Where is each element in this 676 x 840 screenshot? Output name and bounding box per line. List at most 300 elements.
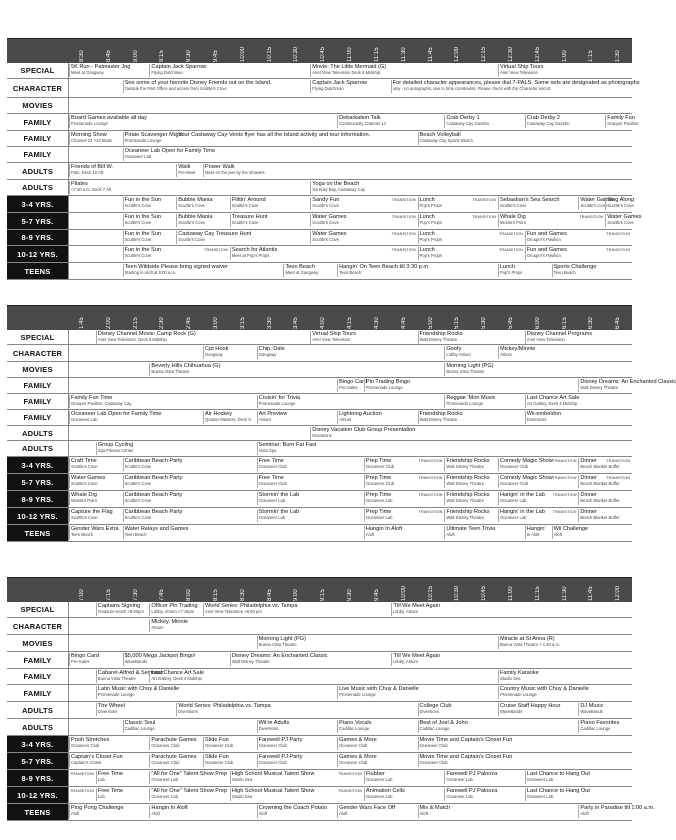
event-entry bbox=[498, 636, 631, 649]
transition-note: TRANSITION bbox=[552, 510, 577, 514]
event-title: Officer Pin Trading bbox=[151, 603, 198, 609]
event-entry bbox=[257, 636, 497, 649]
event-entry bbox=[498, 346, 631, 359]
event-entry bbox=[96, 442, 256, 455]
event-location: Aloft bbox=[580, 811, 589, 817]
event-location: Oceaneer Club bbox=[258, 481, 287, 487]
event-title: Free Time bbox=[258, 458, 284, 464]
event-location: Oceaneer Lab bbox=[446, 777, 473, 783]
event-location: Oceaneer Club bbox=[365, 464, 395, 470]
schedule-row bbox=[7, 213, 642, 230]
event-entry bbox=[337, 264, 497, 277]
event-entry bbox=[444, 788, 523, 801]
event-entry bbox=[96, 771, 149, 784]
event-location: Promenade Lounge bbox=[97, 692, 135, 698]
event-location: Studio Sea bbox=[499, 676, 521, 682]
event-location: Aloft bbox=[553, 532, 562, 538]
event-title: Slide Fun bbox=[205, 754, 229, 760]
event-title: Lunch bbox=[419, 197, 435, 203]
event-location: Lobby, Atrium <7:15pm bbox=[151, 609, 195, 615]
event-entry bbox=[337, 720, 416, 733]
event-title: Cruisin' for Trivia bbox=[258, 395, 301, 401]
event-location: Oceaneer Club bbox=[419, 743, 448, 749]
event-location: Scuttle's Cove bbox=[124, 220, 152, 226]
event-title: Classic Soul bbox=[124, 720, 156, 726]
event-entry bbox=[525, 526, 551, 539]
schedule-row bbox=[7, 652, 632, 669]
transition-note: TRANSITION bbox=[391, 232, 416, 236]
event-location: In Aloft bbox=[526, 532, 540, 538]
event-location: Continuously Channel 14 bbox=[339, 121, 386, 127]
event-title: Crab Derby 1 bbox=[446, 115, 480, 121]
event-title: $5,000 Mega Jackpot Bingo! bbox=[124, 653, 196, 659]
event-location: Buena Vista Theatre bbox=[97, 676, 136, 682]
event-entry bbox=[230, 214, 309, 227]
schedule-row bbox=[7, 230, 632, 246]
event-title: Goofy bbox=[446, 346, 462, 352]
event-entry bbox=[578, 492, 631, 505]
event-title: Art Preview bbox=[258, 411, 288, 417]
time-label: 3:15 bbox=[239, 317, 246, 329]
event-entry bbox=[123, 148, 631, 161]
time-header bbox=[7, 578, 632, 602]
event-entry bbox=[230, 788, 336, 801]
transition-note: TRANSITION bbox=[418, 459, 443, 463]
event-entry bbox=[123, 492, 256, 505]
row-label: MOVIES bbox=[7, 635, 69, 651]
event-location: Walt Disney Theatre bbox=[446, 481, 485, 487]
event-title: Water Games bbox=[71, 475, 106, 481]
schedule-row bbox=[7, 114, 639, 131]
row-label: SPECIAL bbox=[7, 330, 69, 344]
event-location: only - no autographs, due to time constraints. Please check with the Character escort. bbox=[392, 86, 552, 92]
time-label: 12:15 bbox=[481, 46, 488, 62]
event-entry bbox=[444, 458, 497, 471]
event-entry bbox=[525, 231, 604, 244]
time-label: 6:45 bbox=[615, 317, 622, 329]
event-location: Promenade Lounge bbox=[446, 401, 484, 407]
time-label: 9:15 bbox=[320, 589, 327, 601]
event-entry bbox=[123, 458, 256, 471]
event-location: Gangway bbox=[258, 352, 277, 358]
event-entry bbox=[364, 475, 417, 488]
time-label: 11:15 bbox=[373, 47, 380, 62]
event-title: Piano Vocals bbox=[339, 720, 372, 726]
event-entry bbox=[418, 132, 631, 145]
time-label: 8:45 bbox=[105, 50, 112, 62]
event-entry bbox=[337, 411, 416, 424]
transition-note: TRANSITION bbox=[338, 772, 363, 776]
time-label: 12:30 bbox=[507, 46, 514, 62]
event-entry bbox=[552, 526, 631, 539]
time-label: 12:00 bbox=[454, 46, 461, 62]
event-title: Morning Show bbox=[71, 132, 107, 138]
event-entry bbox=[203, 603, 390, 616]
event-title: Animation Cells bbox=[365, 788, 405, 794]
time-label: 6:00 bbox=[534, 317, 541, 329]
event-entry bbox=[310, 181, 631, 194]
event-location: Pre-Sales bbox=[71, 659, 90, 665]
time-label: 9:45 bbox=[373, 589, 380, 601]
event-entry bbox=[364, 771, 443, 784]
event-entry bbox=[69, 395, 256, 408]
event-title: Virtual Ship Tours bbox=[499, 64, 544, 70]
row-label: 5-7 YRS. bbox=[7, 213, 69, 229]
row-label: CHARACTER bbox=[7, 618, 69, 634]
event-entry bbox=[444, 115, 523, 128]
time-label: 6:15 bbox=[561, 317, 568, 329]
row-label: 3-4 YRS. bbox=[7, 196, 69, 212]
event-location: Castaway Cay Gazebo bbox=[446, 121, 490, 127]
transition-note: TRANSITION bbox=[498, 248, 523, 252]
event-title: Ultimate Teen Trivia bbox=[446, 526, 496, 532]
event-location: Buena Vista Theatre bbox=[258, 642, 297, 648]
event-location: Scuttle's Cove bbox=[312, 220, 339, 226]
event-title: Wii Challenge bbox=[553, 526, 589, 532]
event-title: Games & More bbox=[339, 754, 377, 760]
schedule-row bbox=[7, 98, 632, 114]
event-location: Buena Vista Theatre bbox=[446, 369, 485, 375]
event-location: Meet at Gangway bbox=[285, 270, 319, 276]
transition-note: TRANSITION bbox=[418, 493, 443, 497]
event-location: Castaway Cay Sports Beach bbox=[419, 138, 473, 144]
schedule-row bbox=[7, 163, 632, 180]
event-title: Cabaret-Alfred & Seymour bbox=[97, 670, 164, 676]
event-location: Walt Disney Theatre bbox=[446, 498, 485, 504]
event-title: Friendship Rocks bbox=[446, 509, 490, 515]
event-location: Quarter Masters, Deck 9 bbox=[205, 417, 251, 423]
event-title: Free Time bbox=[97, 788, 123, 794]
row-label: FAMILY bbox=[7, 410, 69, 425]
event-location: Scuttle's Cove bbox=[71, 515, 98, 521]
event-entry bbox=[310, 64, 497, 77]
event-title: Captain Jack Sparrow bbox=[312, 80, 368, 86]
event-entry bbox=[176, 197, 229, 210]
event-entry bbox=[578, 379, 676, 392]
schedule-row bbox=[7, 362, 632, 378]
event-title: Hangin' bbox=[526, 526, 546, 532]
event-location: Walt Disney Theatre bbox=[419, 417, 458, 423]
event-location: Outside the Post Office and across from Scuttle's Cove bbox=[124, 86, 227, 92]
time-label: 5:45 bbox=[507, 317, 514, 329]
event-entry bbox=[149, 771, 228, 784]
schedule-row bbox=[7, 394, 632, 410]
event-location: Atrium bbox=[499, 352, 513, 358]
transition-note: TRANSITION bbox=[498, 232, 523, 236]
event-entry bbox=[149, 619, 631, 632]
event-location: Walt Disney Theatre bbox=[446, 515, 485, 521]
event-entry bbox=[337, 754, 416, 767]
event-location: Oceaneer Lab bbox=[151, 777, 178, 783]
event-title: Beverly Hills Chihuahua (G) bbox=[151, 363, 221, 369]
event-entry bbox=[257, 720, 336, 733]
event-location: Oceaneer Lab bbox=[258, 498, 286, 504]
event-title: Fun in the Sun bbox=[124, 231, 161, 237]
event-entry bbox=[525, 771, 631, 784]
row-label: 8-9 YRS. bbox=[7, 230, 69, 245]
event-entry bbox=[310, 331, 416, 344]
transition-note: TRANSITION bbox=[391, 215, 416, 219]
event-title: Family Karaoke bbox=[499, 670, 539, 676]
time-label: 7:45 bbox=[159, 589, 166, 601]
event-entry bbox=[230, 247, 390, 260]
event-location: Scuttle's Cove bbox=[71, 481, 98, 487]
event-location: Buena Vista Theatre > 1:40 a.m. bbox=[499, 642, 561, 648]
event-entry bbox=[257, 492, 363, 505]
event-entry bbox=[498, 264, 551, 277]
event-location: Monstro Point bbox=[71, 498, 97, 504]
event-title: Mickey, Minnie bbox=[151, 619, 188, 625]
event-title: Sebastian's Sea Search bbox=[499, 197, 560, 203]
event-location: Oceaneer Lab bbox=[499, 498, 527, 504]
event-entry bbox=[525, 247, 604, 260]
event-location: Teen Beach bbox=[124, 532, 147, 538]
time-label: 10:45 bbox=[481, 585, 488, 601]
event-title: Walk bbox=[178, 164, 191, 170]
event-title: Chip, Dale bbox=[258, 346, 285, 352]
event-title: Caribbean Beach Party bbox=[124, 475, 183, 481]
row-label: TEENS bbox=[7, 804, 69, 820]
event-location: Meet on the pier by the showers bbox=[205, 170, 265, 176]
event-title: 'Till We Meet Again bbox=[392, 653, 441, 659]
row-label: CHARACTER bbox=[7, 345, 69, 361]
schedule-row bbox=[7, 263, 632, 280]
schedule-section-1 bbox=[7, 38, 642, 280]
time-label: 11:00 bbox=[347, 47, 354, 62]
time-label: 9:00 bbox=[132, 50, 139, 62]
time-label: 6:30 bbox=[588, 317, 595, 329]
transition-note: TRANSITION bbox=[552, 476, 577, 480]
event-title: Group Cycling bbox=[97, 442, 134, 448]
event-title: Fun in the Sun bbox=[124, 247, 161, 253]
schedule-row bbox=[7, 669, 632, 685]
event-title: Water Games bbox=[312, 231, 347, 237]
event-entry bbox=[310, 231, 389, 244]
time-label: 10:30 bbox=[454, 585, 461, 601]
event-location: Aloft bbox=[151, 811, 160, 817]
event-entry bbox=[283, 264, 336, 277]
event-entry bbox=[498, 475, 551, 488]
event-entry bbox=[444, 475, 497, 488]
event-entry bbox=[364, 458, 417, 471]
row-label: FAMILY bbox=[7, 147, 69, 162]
event-title: Comedy Magic Show bbox=[499, 475, 553, 481]
event-location: Oceaneer Lab bbox=[446, 794, 473, 800]
event-location: Channel 21 >10:00am bbox=[71, 138, 113, 144]
event-title: World Series: Philadelphia vs. Tampa bbox=[205, 603, 298, 609]
event-entry bbox=[364, 788, 443, 801]
event-location: Teen Beach bbox=[339, 270, 362, 276]
event-entry bbox=[257, 442, 631, 455]
event-title: Free Time bbox=[258, 475, 284, 481]
event-entry bbox=[176, 214, 229, 227]
event-title: Dinner bbox=[580, 458, 597, 464]
event-title: Prep Time bbox=[365, 509, 392, 515]
event-location: Walt Disney Theatre bbox=[419, 337, 458, 343]
event-entry bbox=[364, 379, 577, 392]
event-title: Castaway Cay Treasure Hunt bbox=[178, 231, 252, 237]
event-location: Teen Beach bbox=[71, 532, 94, 538]
event-location: Oceaneer Club bbox=[258, 743, 287, 749]
event-entry bbox=[364, 509, 417, 522]
event-title: Flittin' Around bbox=[231, 197, 266, 203]
event-entry bbox=[230, 197, 309, 210]
time-label: 11:45 bbox=[427, 47, 434, 62]
event-location: Flying Dutchman bbox=[151, 70, 183, 76]
event-location: Monstro Point bbox=[499, 220, 526, 226]
event-location: Beach Blanket Buffet bbox=[580, 515, 620, 521]
event-entry bbox=[498, 458, 551, 471]
event-title: Debarkation Talk bbox=[339, 115, 381, 121]
event-location: Beach Blanket Buffet bbox=[580, 498, 620, 504]
time-label: 8:30 bbox=[239, 589, 246, 601]
event-title: Party in Paradise till 1:00 a.m. bbox=[580, 805, 655, 811]
event-entry bbox=[176, 231, 309, 244]
event-entry bbox=[69, 132, 122, 145]
event-title: See some of your favorite Disney Friends out on the Island. bbox=[124, 80, 272, 86]
event-title: Lunch bbox=[499, 264, 516, 270]
event-title: Bubble Mania bbox=[178, 214, 213, 220]
event-title: Mickey/Minnie bbox=[499, 346, 536, 352]
schedule-row bbox=[7, 508, 632, 525]
time-label: 9:15 bbox=[159, 50, 166, 62]
transition-note: TRANSITION bbox=[472, 215, 497, 219]
event-title: Last Chance to Hang Out bbox=[526, 788, 590, 794]
event-title: Cruise Staff Happy Hour bbox=[499, 703, 561, 709]
event-location: Atrium bbox=[258, 417, 271, 423]
event-location: Diversions bbox=[178, 709, 198, 715]
row-label: 3-4 YRS. bbox=[7, 736, 69, 752]
event-entry bbox=[444, 771, 523, 784]
event-location: Promenade Lounge bbox=[365, 385, 403, 391]
schedule-row bbox=[7, 525, 632, 542]
event-location: Pop's Props bbox=[419, 253, 442, 259]
time-label: 2:15 bbox=[132, 317, 139, 329]
event-title: Water Relays and Games bbox=[124, 526, 189, 532]
time-label: 4:15 bbox=[347, 317, 354, 329]
event-entry bbox=[525, 331, 631, 344]
event-location: Lobby, Atrium bbox=[392, 659, 418, 665]
row-label: FAMILY bbox=[7, 652, 69, 668]
event-location: Cadillac Lounge bbox=[339, 726, 370, 732]
event-entry bbox=[123, 214, 176, 227]
event-location: Art Gallery, Deck 4 Midship bbox=[151, 676, 202, 682]
time-label: 11:15 bbox=[534, 586, 541, 601]
event-title: "All for One" Talent Show Prep bbox=[151, 771, 228, 777]
event-entry bbox=[96, 331, 309, 344]
time-label: 10:15 bbox=[427, 585, 434, 601]
event-title: World Series: Philadelphia vs. Tampa bbox=[178, 703, 271, 709]
event-title: Hangin' On Teen Beach till 3:30 p.m. bbox=[339, 264, 430, 270]
event-entry bbox=[69, 805, 148, 818]
event-entry bbox=[149, 788, 228, 801]
event-location: Promenade Lounge bbox=[339, 692, 376, 698]
time-label: 1:15 bbox=[588, 50, 595, 62]
event-location: Oceaneer Club bbox=[419, 760, 448, 766]
event-location: Aloft bbox=[339, 811, 348, 817]
time-label: 1:30 bbox=[615, 50, 622, 62]
event-location: Ariel View Television >8:00 pm bbox=[205, 609, 262, 615]
event-entry bbox=[552, 264, 631, 277]
event-entry bbox=[444, 363, 631, 376]
row-label: SPECIAL bbox=[7, 602, 69, 617]
schedule-row bbox=[7, 378, 676, 394]
event-location: Diversions bbox=[312, 433, 332, 439]
event-location: Oceaneer Club bbox=[499, 481, 529, 487]
transition-note: TRANSITION bbox=[606, 232, 631, 236]
event-entry bbox=[257, 395, 444, 408]
event-title: Stormin' the Lab bbox=[258, 492, 300, 498]
event-entry bbox=[364, 526, 443, 539]
event-entry bbox=[418, 231, 497, 244]
schedule-row bbox=[7, 602, 632, 618]
event-entry bbox=[310, 80, 389, 93]
event-entry bbox=[498, 214, 577, 227]
time-label: 11:45 bbox=[588, 586, 595, 601]
event-location: Oceaneer Club bbox=[339, 760, 368, 766]
event-location: Scuttle's Cove bbox=[580, 203, 608, 209]
row-label: FAMILY bbox=[7, 378, 69, 393]
event-title: Stormin' the Lab bbox=[258, 509, 300, 515]
event-entry bbox=[123, 247, 202, 260]
transition-note: TRANSITION bbox=[606, 248, 631, 252]
event-title: Whale Dig bbox=[499, 214, 526, 220]
event-location: Vista Spa bbox=[258, 448, 277, 454]
event-entry bbox=[525, 395, 631, 408]
schedule-row bbox=[7, 79, 640, 98]
event-title: Wii're Adults bbox=[258, 720, 290, 726]
event-location: Palo, Deck 10 Aft. bbox=[71, 170, 105, 176]
event-title: Your Castaway Cay-Vents flyer has all the Island activity and tour information. bbox=[178, 132, 371, 138]
event-location: Promenade Lounge bbox=[499, 692, 537, 698]
event-entry bbox=[498, 492, 551, 505]
row-label: 10-12 YRS. bbox=[7, 787, 69, 803]
event-title: Wii-embeldon bbox=[526, 411, 561, 417]
event-location: Diversions bbox=[419, 709, 440, 715]
event-title: Dinner bbox=[580, 509, 597, 515]
event-title: Parachute Games bbox=[151, 754, 197, 760]
time-label: 10:00 bbox=[400, 585, 407, 601]
row-label: FAMILY bbox=[7, 131, 69, 146]
event-title: 5K Run - Palmaster Jog bbox=[71, 64, 131, 70]
event-entry bbox=[444, 492, 497, 505]
event-location: Oceaneer Club bbox=[339, 743, 368, 749]
event-entry bbox=[418, 720, 578, 733]
time-label: 3:30 bbox=[266, 317, 273, 329]
event-title: Air Hockey bbox=[205, 411, 233, 417]
event-entry bbox=[123, 80, 310, 93]
event-entry bbox=[444, 395, 523, 408]
event-entry bbox=[123, 509, 256, 522]
event-location: Cadillac Lounge bbox=[419, 726, 450, 732]
event-entry bbox=[96, 788, 149, 801]
schedule-row bbox=[7, 345, 632, 362]
row-label: FAMILY bbox=[7, 669, 69, 684]
event-title: Prep Time bbox=[365, 492, 392, 498]
event-location: Studio Sea bbox=[231, 794, 253, 800]
event-entry bbox=[525, 411, 631, 424]
event-location: Scuttle's Cove bbox=[607, 203, 634, 209]
event-location: Spa Fitness Center bbox=[97, 448, 134, 454]
event-location: Oceaneer Lab bbox=[365, 777, 393, 783]
event-location: Starting in Aloft at 9:00 a.m. bbox=[124, 270, 177, 276]
event-entry bbox=[337, 686, 497, 699]
schedule-row bbox=[7, 736, 632, 753]
event-location: Walt Disney Theatre bbox=[446, 464, 485, 470]
event-location: WaveBands bbox=[580, 709, 603, 715]
schedule-row bbox=[7, 147, 632, 163]
event-title: Last Chance to Hang Out bbox=[526, 771, 590, 777]
